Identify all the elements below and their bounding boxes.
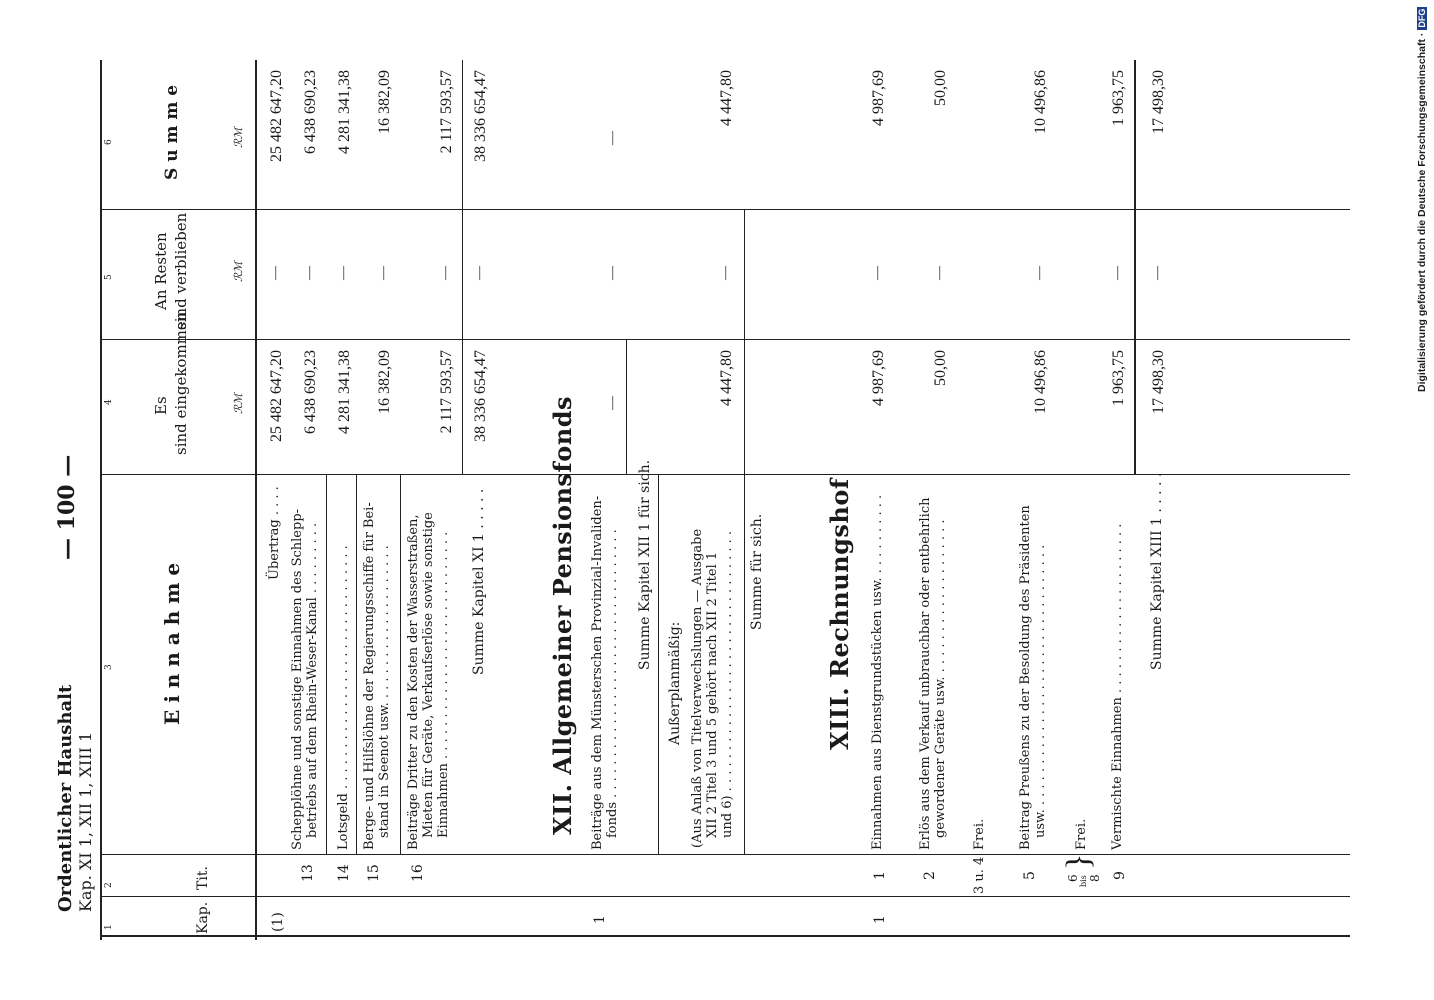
- row-16-summe: 2 117 593,57: [438, 70, 455, 154]
- row-xiii-1-rest: —: [870, 266, 885, 280]
- row-xii-summe: —: [605, 131, 620, 145]
- header-eingekommen-2: sind eingekommen: [172, 311, 190, 455]
- row-13-line-2: betriebs auf dem Rhein-Weser-Kanal . . . . . . . . .: [305, 522, 320, 838]
- row-xiii-2-line-2: gewordener Geräte usw. . . . . . . . . . . . . . . . . . . .: [933, 519, 948, 838]
- row-xiii-5-summe: 10 496,86: [1032, 70, 1049, 134]
- sum-fuer-sich: Summe für sich.: [749, 513, 765, 630]
- row-14-line-1: Lotsgeld . . . . . . . . . . . . . . . . . . . . . . . . . . . . . .: [336, 545, 351, 850]
- col-number-2: 2: [104, 882, 114, 888]
- row-14-rest: —: [336, 266, 351, 280]
- dfg-credit-label: Digitalisierung gefördert durch die Deutsche Forschungsgemeinschaft ·: [1416, 32, 1428, 392]
- col-rule-6: [100, 209, 1350, 210]
- row-uebertrag-rest: —: [268, 266, 283, 280]
- page-subtitle: Kap. XI 1, XII 1, XIII 1: [76, 731, 95, 912]
- row-14-tit: 14: [336, 864, 352, 882]
- ausser-line-1: (Aus Anlaß von Titelverwechslungen — Ausgabe: [690, 528, 705, 848]
- row-16-line-3: Einnahmen . . . . . . . . . . . . . . . . . . . . . . . . . . . .: [436, 531, 451, 838]
- col-rule-2: [100, 896, 1350, 897]
- page-title: Ordentlicher Haushalt: [55, 684, 76, 912]
- col-number-3: 3: [104, 664, 114, 670]
- header-rule-bottom: [255, 60, 257, 940]
- header-summe: S u m m e: [162, 84, 182, 180]
- row-xii-rule: [626, 340, 627, 475]
- row-16-tit: 16: [410, 864, 426, 882]
- row-xiii-9-summe: 1 963,75: [1110, 70, 1127, 126]
- ausser-line-3: und 6) . . . . . . . . . . . . . . . . . . . . . . . . . . . . . . . .: [720, 530, 735, 838]
- row-xiii-68-line-1: Frei.: [1074, 818, 1089, 850]
- col-rule-5: [100, 339, 1350, 340]
- ausser-summe: 4 447,80: [718, 70, 735, 126]
- row-15-eing: 16 382,09: [376, 350, 393, 414]
- header-einnahme: E i n n a h m e: [160, 562, 184, 725]
- row-15-tit: 15: [366, 864, 382, 882]
- row-xiii-5-line-2: usw. . . . . . . . . . . . . . . . . . . . . . . . . . . . . . . . .: [1033, 544, 1048, 838]
- header-eingekommen-1: Es: [152, 396, 170, 415]
- dfg-logo-icon: DFG: [1417, 8, 1427, 28]
- sum-xi-label: Summe Kapitel XI 1 . . . . .: [471, 488, 487, 675]
- sum-xiii-rest: —: [1150, 266, 1165, 280]
- header-resten-currency: ℛℳ: [233, 261, 245, 282]
- ausser-rule: [744, 210, 745, 855]
- section-xii-title: XII. Allgemeiner Pensionsfonds: [548, 396, 577, 835]
- sum-xi-eing: 38 336 654,47: [472, 350, 489, 442]
- row-uebertrag-summe: 25 482 647,20: [268, 70, 285, 162]
- row-16-rule-summe: [462, 60, 463, 210]
- sum-xii-rule: [658, 475, 659, 855]
- row-xii-rest: —: [605, 266, 620, 280]
- col-number-6: 6: [104, 139, 114, 145]
- header-summe-currency: ℛℳ: [233, 127, 245, 148]
- row-13-eing: 6 438 690,23: [302, 350, 319, 434]
- row-15-rest: —: [376, 266, 391, 280]
- row-xii-line-2: fonds . . . . . . . . . . . . . . . . . . . . . . . . . . . . . . . . .: [605, 529, 620, 838]
- row-15-summe: 16 382,09: [376, 70, 393, 134]
- row-13-rest: —: [302, 266, 317, 280]
- row-xiii-2-summe: 50,00: [932, 70, 949, 106]
- row-14-rule: [356, 475, 357, 855]
- row-13-rule: [326, 475, 327, 855]
- row-13-line-1: Schepplöhne und sonstige Einnahmen des Schlepp-: [290, 508, 305, 850]
- row-xiii-2-rest: —: [932, 266, 947, 280]
- col-rule-1: [100, 935, 1350, 937]
- row-xiii-68-tit-bot: 8: [1088, 874, 1102, 882]
- sum-xii-label: Summe Kapitel XII 1 für sich.: [637, 459, 653, 670]
- section-xiii-title: XIII. Rechnungshof: [825, 478, 854, 750]
- header-eingekommen-currency: ℛℳ: [233, 393, 245, 414]
- header-resten-1: An Resten: [152, 232, 170, 310]
- header-resten-2: sind verblieben: [172, 212, 190, 330]
- header-tit: Tit.: [195, 866, 211, 890]
- row-xiii-2-line-1: Erlös aus dem Verkauf unbrauchbar oder entbehrlich: [918, 497, 933, 850]
- row-xiii-1-summe: 4 987,69: [870, 70, 887, 126]
- header-kap: Kap.: [195, 901, 211, 934]
- sum-xiii-summe: 17 498,30: [1150, 70, 1167, 134]
- row-16-line-1: Beiträge Dritter zu den Kosten der Wasserstraßen,: [406, 514, 421, 850]
- row-xiii-34-line-1: Frei.: [972, 818, 987, 850]
- dfg-credit-text: [1416, 8, 1432, 392]
- row-15-line-2: stand in Seenot usw. . . . . . . . . . . . . . . . . . . .: [377, 545, 392, 838]
- row-xiii-9-line-1: Vermischte Einnahmen . . . . . . . . . . . . . . . . . . . . .: [1110, 523, 1125, 850]
- row-xiii-9-rest: —: [1110, 266, 1125, 280]
- row-xiii-68-brace: }: [1060, 853, 1097, 870]
- row-13-tit: 13: [300, 864, 316, 882]
- row-14-eing: 4 281 341,38: [336, 350, 353, 434]
- sum-xiii-eing: 17 498,30: [1150, 350, 1167, 414]
- ausser-eing: 4 447,80: [718, 350, 735, 406]
- col-number-5: 5: [104, 274, 114, 280]
- row-xiii-2-eing: 50,00: [932, 350, 949, 386]
- row-xiii-1-kap: 1: [872, 915, 888, 924]
- row-xiii-9-eing: 1 963,75: [1110, 350, 1127, 406]
- row-16-eing: 2 117 593,57: [438, 350, 455, 434]
- col-number-4: 4: [104, 399, 114, 405]
- sum-xiii-label: Summe Kapitel XIII 1 . . . . .: [1149, 472, 1165, 670]
- row-16-line-2: Mieten für Geräte, Verkaufserlöse sowie sonstige: [421, 512, 436, 838]
- row-xii-kap: 1: [592, 915, 608, 924]
- row-xii-line-1: Beiträge aus dem Münsterschen Provinzial-Invaliden-: [590, 495, 605, 850]
- col-rule-3: [100, 854, 1350, 855]
- sum-xi-rest: —: [472, 266, 487, 280]
- row-uebertrag-eing: 25 482 647,20: [268, 350, 285, 442]
- row-15-line-1: Berge- und Hilfslöhne der Regierungsschiffe für Bei-: [362, 502, 377, 850]
- row-uebertrag-kap: (1): [270, 912, 286, 932]
- ausser-heading: Außerplanmäßig:: [667, 621, 683, 745]
- col-number-1: 1: [104, 924, 114, 930]
- row-xiii-5-line-1: Beitrag Preußens zu der Besoldung des Präsidenten: [1018, 505, 1033, 850]
- row-16-rest: —: [438, 266, 453, 280]
- row-xiii-68-tit-mid: bis: [1079, 875, 1088, 887]
- row-xiii-1-tit: 1: [872, 871, 888, 880]
- row-xiii-9-tit: 9: [1112, 871, 1128, 880]
- header-rule-top: [100, 60, 102, 940]
- sum-xi-summe: 38 336 654,47: [472, 70, 489, 162]
- row-xiii-1-eing: 4 987,69: [870, 350, 887, 406]
- row-15-rule: [400, 475, 401, 855]
- ausser-line-2: XII 2 Titel 3 und 5 gehört nach XII 2 Titel 1: [705, 551, 720, 838]
- row-xiii-34-tit: 3 u. 4: [972, 856, 987, 894]
- row-xiii-5-tit: 5: [1022, 871, 1038, 880]
- row-16-rule: [462, 210, 463, 475]
- page-number: — 100 —: [54, 454, 80, 560]
- row-xiii-68-tit-top: 6: [1066, 874, 1080, 882]
- ausser-rest: —: [718, 266, 733, 280]
- row-uebertrag-label: Übertrag . . . .: [267, 486, 282, 580]
- row-14-summe: 4 281 341,38: [336, 70, 353, 154]
- row-xiii-1-line-1: Einnahmen aus Dienstgrundstücken usw. . . . . . . . . . .: [870, 494, 885, 850]
- row-xiii-5-rest: —: [1032, 266, 1047, 280]
- row-xiii-5-eing: 10 496,86: [1032, 350, 1049, 414]
- dfg-credit: [1416, 8, 1432, 392]
- row-13-summe: 6 438 690,23: [302, 70, 319, 154]
- row-xii-eing: —: [605, 396, 620, 410]
- row-xiii-2-tit: 2: [922, 871, 938, 880]
- row-xiii-9-rule: [1134, 60, 1136, 475]
